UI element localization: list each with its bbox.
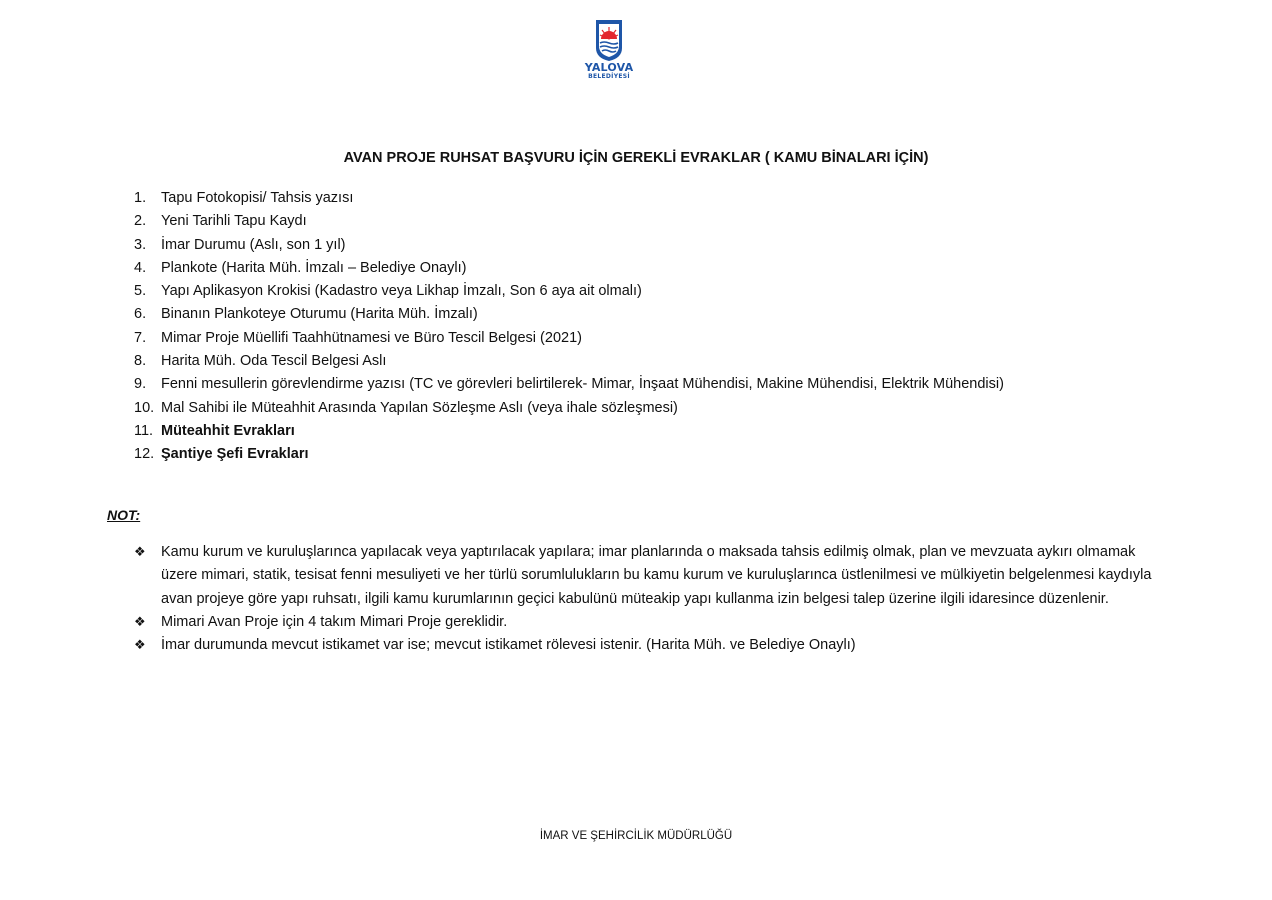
list-text: Müteahhit Evrakları xyxy=(161,422,295,439)
list-item xyxy=(134,420,1004,443)
list-item xyxy=(134,373,1004,396)
list-number: 4. xyxy=(134,259,147,276)
note-item xyxy=(134,611,1174,634)
list-text: İmar Durumu (Aslı, son 1 yıl) xyxy=(161,236,346,253)
list-number: 7. xyxy=(134,329,147,346)
note-text: Kamu kurum ve kuruluşlarınca yapılacak veya yaptırılacak yapılara; imar planlarında o maksada tahsis edilmiş olmak, plan ve mevzuata aykırı olmamak üzere mimari, statik, tesisat fenni mesuliyeti ve her türlü sorumlulukların bu kamu kurum ve kuruluşlarınca üstlenilmesi ve mülkiyetin belgelenmesi kaydıyla avan projeye göre yapı ruhsatı, ilgili kamu kurumlarının geçici kabulünü müteakip yapı kullanma izin belgesi talep üzerine ilgili idaresince düzenlenir. xyxy=(161,544,1152,607)
diamond-bullet-icon: ❖ xyxy=(134,545,146,560)
list-text: Plankote (Harita Müh. İmzalı – Belediye Onaylı) xyxy=(161,259,467,276)
list-item xyxy=(134,443,1004,466)
note-label: NOT: xyxy=(107,507,141,523)
note-item xyxy=(134,541,1174,611)
list-item xyxy=(134,280,1004,303)
list-item xyxy=(134,257,1004,280)
list-number: 11. xyxy=(134,422,154,439)
list-number: 12. xyxy=(134,446,155,463)
list-item xyxy=(134,327,1004,350)
list-text: Yapı Aplikasyon Krokisi (Kadastro veya Likhap İmzalı, Son 6 aya ait olmalı) xyxy=(161,283,642,300)
list-number: 10. xyxy=(134,399,155,416)
yalova-municipality-emblem-icon xyxy=(578,18,640,62)
municipality-logo xyxy=(578,18,640,90)
note-text: İmar durumunda mevcut istikamet var ise; mevcut istikamet rölevesi istenir. (Harita Müh. ve Belediye Onaylı) xyxy=(161,637,856,654)
list-item xyxy=(134,234,1004,257)
list-text: Fenni mesullerin görevlendirme yazısı (TC ve görevleri belirtilerek- Mimar, İnşaat Mühendisi, Makine Mühendisi, Elektrik Mühendisi) xyxy=(161,376,1004,393)
list-item xyxy=(134,397,1004,420)
diamond-bullet-icon: ❖ xyxy=(134,638,146,654)
list-text: Yeni Tarihli Tapu Kaydı xyxy=(161,213,307,230)
list-text: Mimar Proje Müellifi Taahhütnamesi ve Büro Tescil Belgesi (2021) xyxy=(161,329,582,346)
list-number: 8. xyxy=(134,353,147,370)
list-text: Binanın Plankoteye Oturumu (Harita Müh. İmzalı) xyxy=(161,306,478,323)
logo-subtitle: BELEDİYESİ xyxy=(588,73,630,80)
note-item xyxy=(134,634,1174,657)
list-text: Şantiye Şefi Evrakları xyxy=(161,446,309,463)
list-item xyxy=(134,350,1004,373)
logo-name: YALOVA xyxy=(584,61,634,74)
requirements-list xyxy=(134,187,1004,467)
list-number: 6. xyxy=(134,306,147,323)
list-number: 3. xyxy=(134,236,147,253)
list-text: Mal Sahibi ile Müteahhit Arasında Yapılan Sözleşme Aslı (veya ihale sözleşmesi) xyxy=(161,399,678,416)
list-number: 1. xyxy=(134,190,147,206)
list-text: Tapu Fotokopisi/ Tahsis yazısı xyxy=(161,190,354,206)
list-item xyxy=(134,187,1004,210)
list-number: 2. xyxy=(134,213,147,230)
document-title: AVAN PROJE RUHSAT BAŞVURU İÇİN GEREKLİ EVRAKLAR ( KAMU BİNALARI İÇİN) xyxy=(343,150,929,166)
list-number: 9. xyxy=(134,376,147,393)
page-footer: İMAR VE ŞEHİRCİLİK MÜDÜRLÜĞÜ xyxy=(539,830,733,842)
notes-list xyxy=(134,541,1174,657)
note-text: Mimari Avan Proje için 4 takım Mimari Proje gereklidir. xyxy=(161,613,508,630)
diamond-bullet-icon: ❖ xyxy=(134,614,146,630)
list-item xyxy=(134,210,1004,233)
list-number: 5. xyxy=(134,283,147,300)
list-item xyxy=(134,303,1004,326)
list-text: Harita Müh. Oda Tescil Belgesi Aslı xyxy=(161,353,387,370)
